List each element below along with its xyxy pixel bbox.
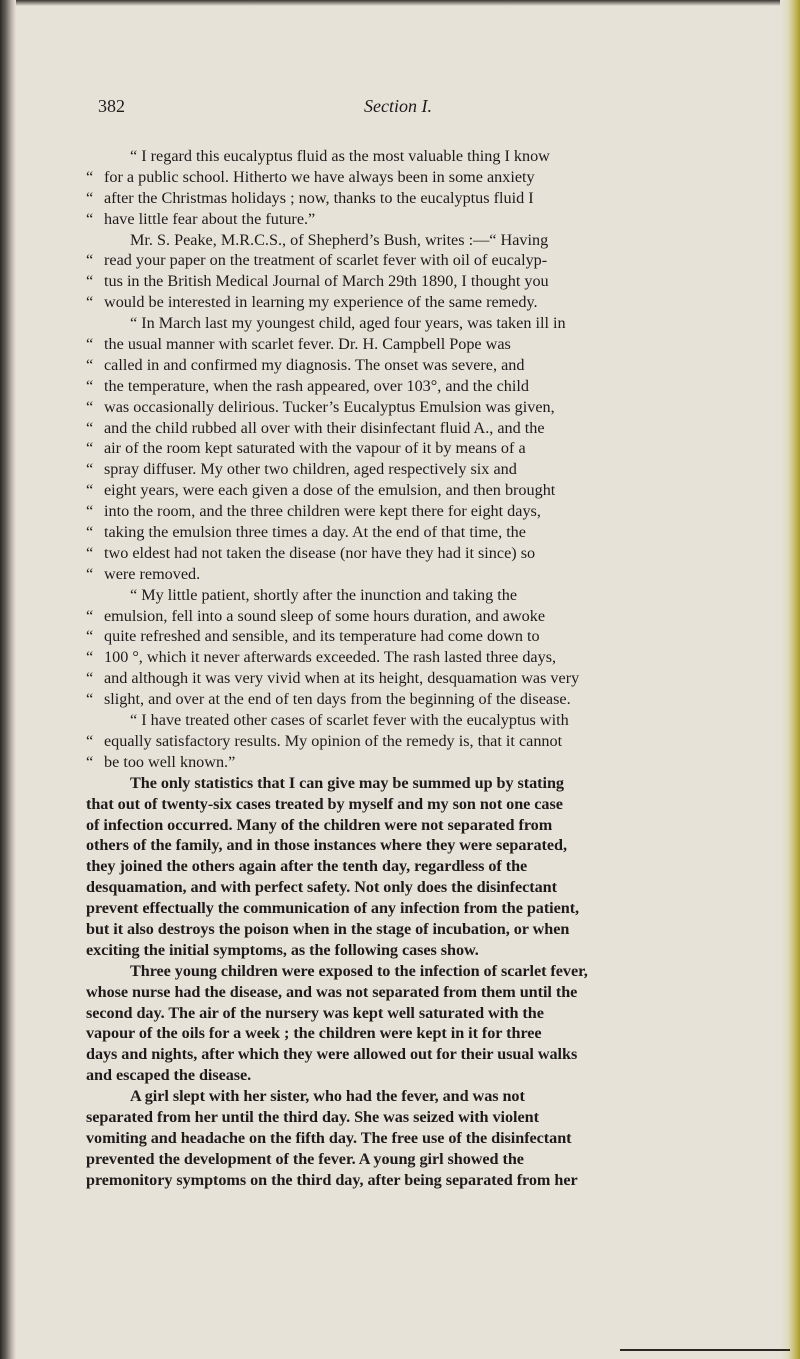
line-text: have little fear about the future.” [104, 209, 316, 228]
line-text: desquamation, and with perfect safety. Not only does the disinfectant [86, 878, 557, 897]
text-line [86, 1044, 738, 1065]
line-text: air of the room kept saturated with the vapour of it by means of a [104, 439, 526, 458]
line-text: others of the family, and in those instances where they were separated, [86, 836, 567, 855]
body-text [86, 146, 738, 1191]
line-text: second day. The air of the nursery was kept well saturated with the [86, 1003, 544, 1022]
quote-mark: “ [86, 627, 94, 646]
text-line [86, 940, 738, 961]
line-text: was occasionally delirious. Tucker’s Eucalyptus Emulsion was given, [104, 397, 555, 416]
line-text: “ I regard this eucalyptus fluid as the most valuable thing I know [130, 147, 550, 165]
line-text: emulsion, fell into a sound sleep of some hours duration, and awoke [104, 606, 546, 625]
quote-mark: “ [86, 481, 94, 500]
quote-mark: “ [86, 543, 94, 562]
quote-mark: “ [86, 439, 94, 458]
line-text: premonitory symptoms on the third day, after being separated from her [86, 1170, 578, 1189]
line-text: exciting the initial symptoms, as the following cases show. [86, 940, 479, 959]
running-head: Section I. [364, 96, 432, 116]
quote-mark: “ [86, 418, 94, 437]
quote-mark: “ [86, 502, 94, 521]
text-line [86, 209, 738, 230]
text-line [86, 564, 738, 585]
line-text: taking the emulsion three times a day. At the end of that time, the [104, 523, 526, 542]
text-line [86, 334, 738, 355]
quote-mark: “ [86, 564, 94, 583]
bottom-rule [620, 1349, 790, 1351]
page-right-edge [780, 0, 800, 1359]
text-line [86, 271, 738, 292]
line-text: Mr. S. Peake, M.R.C.S., of Shepherd’s Bush, writes :—“ Having [130, 230, 549, 249]
quote-mark: “ [86, 376, 94, 395]
quote-mark: “ [86, 355, 94, 374]
line-text: “ I have treated other cases of scarlet fever with the eucalyptus with [130, 711, 569, 730]
text-line [86, 710, 738, 731]
quote-mark: “ [86, 167, 94, 186]
quote-mark: “ [86, 272, 94, 291]
line-text: they joined the others again after the tenth day, regardless of the [86, 857, 528, 876]
line-text: 100 °, which it never afterwards exceeded. The rash lasted three days, [104, 648, 557, 667]
text-line [86, 250, 738, 271]
text-line [86, 982, 738, 1003]
line-text: two eldest had not taken the disease (nor have they had it since) so [104, 543, 536, 562]
line-text: The only statistics that I can give may be summed up by stating [130, 773, 564, 792]
text-line [86, 898, 738, 919]
text-line [86, 397, 738, 418]
text-line [86, 1107, 738, 1128]
line-text: slight, and over at the end of ten days from the beginning of the disease. [104, 690, 571, 709]
page-top-edge [0, 0, 800, 6]
text-line [86, 606, 738, 627]
text-line [86, 292, 738, 313]
text-line [86, 1149, 738, 1170]
page-header [98, 96, 718, 120]
line-text: would be interested in learning my experience of the same remedy. [104, 293, 538, 312]
line-text: of infection occurred. Many of the children were not separated from [86, 815, 553, 834]
line-text: for a public school. Hitherto we have always been in some anxiety [104, 167, 535, 186]
text-line [86, 376, 738, 397]
quote-mark: “ [86, 752, 94, 771]
line-text: eight years, were each given a dose of the emulsion, and then brought [104, 481, 556, 500]
text-line [86, 647, 738, 668]
text-line [86, 919, 738, 940]
line-text: the usual manner with scarlet fever. Dr. H. Campbell Pope was [104, 335, 511, 354]
line-text: vomiting and headache on the fifth day. The free use of the disinfectant [86, 1128, 572, 1147]
text-line [86, 1170, 738, 1191]
line-text: “ In March last my youngest child, aged four years, was taken ill in [130, 314, 566, 333]
line-text: and escaped the disease. [86, 1066, 252, 1085]
text-line [86, 689, 738, 710]
line-text: and although it was very vivid when at its height, desquamation was very [104, 669, 580, 688]
line-text: and the child rubbed all over with their disinfectant fluid A., and the [104, 418, 545, 437]
text-line [86, 543, 738, 564]
line-text: whose nurse had the disease, and was not separated from them until the [86, 982, 578, 1001]
text-line [86, 877, 738, 898]
quote-mark: “ [86, 523, 94, 542]
text-line [86, 815, 738, 836]
text-line [86, 230, 738, 251]
page-number: 382 [98, 96, 125, 116]
quote-mark: “ [86, 606, 94, 625]
text-line [86, 668, 738, 689]
line-text: called in and confirmed my diagnosis. The onset was severe, and [104, 355, 525, 374]
text-line [86, 313, 738, 334]
line-text: Three young children were exposed to the infection of scarlet fever, [130, 961, 588, 980]
text-line [86, 480, 738, 501]
quote-mark: “ [86, 460, 94, 479]
text-line [86, 1023, 738, 1044]
text-line [86, 459, 738, 480]
text-line [86, 438, 738, 459]
quote-mark: “ [86, 690, 94, 709]
line-text: tus in the British Medical Journal of March 29th 1890, I thought you [104, 272, 549, 291]
text-line [86, 418, 738, 439]
text-line [86, 1065, 738, 1086]
line-text: after the Christmas holidays ; now, thanks to the eucalyptus fluid I [104, 188, 534, 207]
text-line [86, 522, 738, 543]
line-text: prevented the development of the fever. A young girl showed the [86, 1149, 524, 1168]
line-text: equally satisfactory results. My opinion of the remedy is, that it cannot [104, 731, 563, 750]
text-line [86, 835, 738, 856]
text-line [86, 146, 738, 167]
book-gutter-edge [0, 0, 16, 1359]
line-text: that out of twenty-six cases treated by myself and my son not one case [86, 794, 563, 813]
quote-mark: “ [86, 397, 94, 416]
line-text: vapour of the oils for a week ; the children were kept in it for three [86, 1024, 542, 1043]
line-text: spray diffuser. My other two children, aged respectively six and [104, 460, 517, 479]
text-line [86, 856, 738, 877]
text-line [86, 188, 738, 209]
text-line [86, 626, 738, 647]
line-text: be too well known.” [104, 752, 236, 771]
text-line [86, 501, 738, 522]
text-line [86, 961, 738, 982]
line-text: A girl slept with her sister, who had the fever, and was not [130, 1087, 525, 1106]
line-text: quite refreshed and sensible, and its temperature had come down to [104, 627, 540, 646]
line-text: but it also destroys the poison when in the stage of incubation, or when [86, 919, 570, 938]
line-text: were removed. [104, 564, 201, 583]
quote-mark: “ [86, 293, 94, 312]
text-line [86, 752, 738, 773]
text-line [86, 1003, 738, 1024]
text-line [86, 794, 738, 815]
text-line [86, 167, 738, 188]
line-text: “ My little patient, shortly after the inunction and taking the [130, 585, 518, 604]
text-line [86, 1086, 738, 1107]
text-line [86, 773, 738, 794]
quote-mark: “ [86, 669, 94, 688]
line-text: read your paper on the treatment of scarlet fever with oil of eucalyp- [104, 251, 548, 270]
line-text: separated from her until the third day. She was seized with violent [86, 1107, 539, 1126]
text-line [86, 1128, 738, 1149]
quote-mark: “ [86, 209, 94, 228]
text-line [86, 355, 738, 376]
quote-mark: “ [86, 731, 94, 750]
quote-mark: “ [86, 251, 94, 270]
quote-mark: “ [86, 648, 94, 667]
text-line [86, 585, 738, 606]
line-text: days and nights, after which they were allowed out for their usual walks [86, 1045, 578, 1064]
line-text: prevent effectually the communication of any infection from the patient, [86, 899, 580, 918]
line-text: into the room, and the three children were kept there for eight days, [104, 502, 541, 521]
line-text: the temperature, when the rash appeared, over 103°, and the child [104, 376, 529, 395]
quote-mark: “ [86, 335, 94, 354]
text-line [86, 731, 738, 752]
quote-mark: “ [86, 188, 94, 207]
